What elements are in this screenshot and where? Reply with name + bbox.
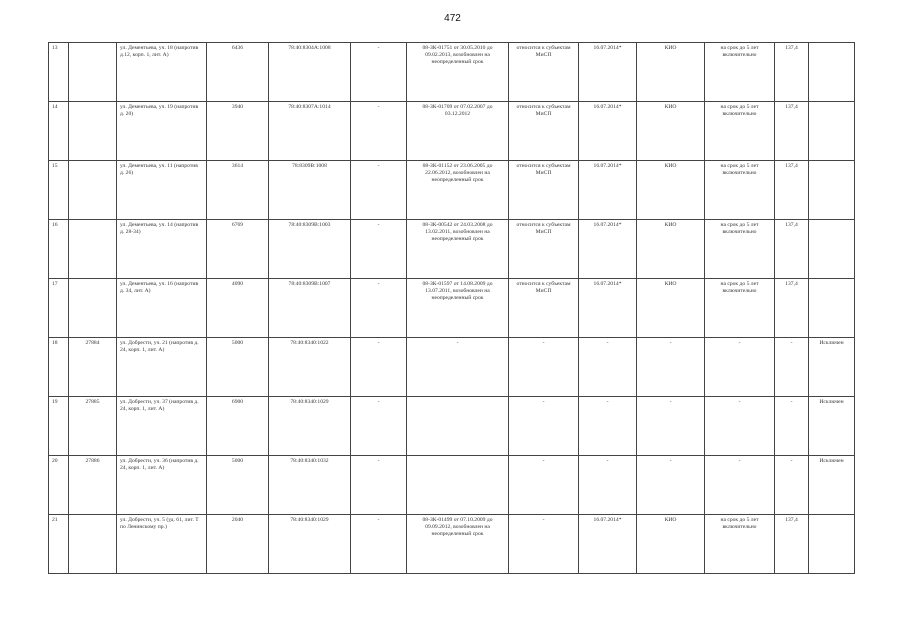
price-cell: 137,4 xyxy=(775,515,809,574)
table-row xyxy=(49,338,855,397)
area-cell: 3940 xyxy=(207,102,269,161)
permit-cell xyxy=(407,456,509,515)
type-cell: - xyxy=(637,338,705,397)
category-cell: - xyxy=(509,515,579,574)
cadastre-cell: 78:40:8340:1029 xyxy=(269,397,351,456)
category-cell: - xyxy=(509,456,579,515)
table-row xyxy=(49,515,855,574)
type-cell: КИО xyxy=(637,102,705,161)
permit-cell: - xyxy=(407,338,509,397)
area-cell: 5000 xyxy=(207,456,269,515)
note-cell xyxy=(809,220,855,279)
cadastre-cell: 78:40:8340:1029 xyxy=(269,515,351,574)
table-row xyxy=(49,279,855,338)
category-cell: - xyxy=(509,397,579,456)
column-5-cell: - xyxy=(351,456,407,515)
column-5-cell: - xyxy=(351,220,407,279)
note-cell xyxy=(809,43,855,102)
term-cell: на срок до 5 лет включительно xyxy=(705,220,775,279)
address-cell: ул. Дементьева, уч. 18 (напротив д.12, корп. 1, лит. А) xyxy=(117,43,207,102)
term-cell: - xyxy=(705,456,775,515)
category-cell: относится к субъектам МиСП xyxy=(509,161,579,220)
date-cell: - xyxy=(579,338,637,397)
date-cell: 16.07.2014* xyxy=(579,102,637,161)
object-code xyxy=(69,102,117,161)
permit-cell: 08-ЗК-01597 от 14.08.2009 до 13.07.2011, возобновлен на неопределенный срок xyxy=(407,279,509,338)
row-number: 14 xyxy=(49,102,69,161)
price-cell: - xyxy=(775,338,809,397)
date-cell: - xyxy=(579,456,637,515)
column-5-cell: - xyxy=(351,515,407,574)
note-cell xyxy=(809,279,855,338)
permit-cell xyxy=(407,397,509,456)
price-cell: 137,4 xyxy=(775,43,809,102)
cadastre-cell: 78:8309B:1008 xyxy=(269,161,351,220)
price-cell: 137,4 xyxy=(775,220,809,279)
object-code: 27886 xyxy=(69,456,117,515)
category-cell: относится к субъектам МиСП xyxy=(509,279,579,338)
column-5-cell: - xyxy=(351,338,407,397)
cadastre-cell: 78:40:8304A:1008 xyxy=(269,43,351,102)
address-cell: ул. Дементьева, уч. 16 (напротив д. 34, лит. А) xyxy=(117,279,207,338)
price-cell: 137,4 xyxy=(775,279,809,338)
address-cell: ул. Добрести, уч. 36 (напротив д. 24, корп. 1, лит. А) xyxy=(117,456,207,515)
date-cell: 16.07.2014* xyxy=(579,515,637,574)
note-cell: Исключен xyxy=(809,397,855,456)
term-cell: на срок до 5 лет включительно xyxy=(705,102,775,161)
table-row xyxy=(49,43,855,102)
area-cell: 4090 xyxy=(207,279,269,338)
note-cell xyxy=(809,161,855,220)
date-cell: 16.07.2014* xyxy=(579,161,637,220)
price-cell: - xyxy=(775,456,809,515)
row-number: 18 xyxy=(49,338,69,397)
date-cell: 16.07.2014* xyxy=(579,43,637,102)
object-code xyxy=(69,161,117,220)
term-cell: - xyxy=(705,338,775,397)
note-cell: Исключен xyxy=(809,338,855,397)
cadastre-cell: 78:40:8307A:1014 xyxy=(269,102,351,161)
note-cell xyxy=(809,515,855,574)
type-cell: КИО xyxy=(637,43,705,102)
table-row xyxy=(49,397,855,456)
type-cell: КИО xyxy=(637,515,705,574)
address-cell: ул. Дементьева, уч. 11 (напротив д. 26) xyxy=(117,161,207,220)
column-5-cell: - xyxy=(351,161,407,220)
table-row xyxy=(49,161,855,220)
object-code xyxy=(69,220,117,279)
address-cell: ул. Дементьева, уч. 19 (напротив д. 20) xyxy=(117,102,207,161)
object-code xyxy=(69,279,117,338)
area-cell: 5000 xyxy=(207,338,269,397)
type-cell: - xyxy=(637,456,705,515)
column-5-cell: - xyxy=(351,43,407,102)
date-cell: 16.07.2014* xyxy=(579,279,637,338)
area-cell: 6436 xyxy=(207,43,269,102)
type-cell: КИО xyxy=(637,161,705,220)
row-number: 20 xyxy=(49,456,69,515)
object-code: 27885 xyxy=(69,397,117,456)
address-cell: ул. Добрести, уч. 5 (уд. 61, лит. Т по Ленинскому пр.) xyxy=(117,515,207,574)
date-cell: - xyxy=(579,397,637,456)
price-cell: 137,4 xyxy=(775,161,809,220)
area-cell: 6769 xyxy=(207,220,269,279)
table-row xyxy=(49,456,855,515)
term-cell: на срок до 5 лет включительно xyxy=(705,279,775,338)
row-number: 16 xyxy=(49,220,69,279)
term-cell: - xyxy=(705,397,775,456)
category-cell: относится к субъектам МиСП xyxy=(509,220,579,279)
price-cell: - xyxy=(775,397,809,456)
object-code: 27884 xyxy=(69,338,117,397)
category-cell: относится к субъектам МиСП xyxy=(509,43,579,102)
term-cell: на срок до 5 лет включительно xyxy=(705,515,775,574)
permit-cell: 08-ЗК-00542 от 24.03.2008 до 13.02.2011, возобновлен на неопределенный срок xyxy=(407,220,509,279)
permit-cell: 08-ЗК-01499 от 07.10.2009 до 09.09.2012, возобновлен на неопределенный срок xyxy=(407,515,509,574)
object-code xyxy=(69,43,117,102)
column-5-cell: - xyxy=(351,279,407,338)
column-5-cell: - xyxy=(351,102,407,161)
row-number: 17 xyxy=(49,279,69,338)
address-cell: ул. Дементьева, уч. 14 (напротив д. 28-34) xyxy=(117,220,207,279)
address-cell: ул. Добрести, уч. 37 (напротив д. 24, корп. 1, лит. А) xyxy=(117,397,207,456)
column-5-cell: - xyxy=(351,397,407,456)
date-cell: 16.07.2014* xyxy=(579,220,637,279)
permit-cell: 08-ЗК-01709 от 07.02.2007 до 03.12.2012 xyxy=(407,102,509,161)
category-cell: - xyxy=(509,338,579,397)
address-cell: ул. Добрести, уч. 21 (напротив д. 24, корп. 1, лит. А) xyxy=(117,338,207,397)
row-number: 21 xyxy=(49,515,69,574)
note-cell: Исключен xyxy=(809,456,855,515)
page-number: 472 xyxy=(444,13,461,24)
term-cell: на срок до 5 лет включительно xyxy=(705,43,775,102)
category-cell: относится к субъектам МиСП xyxy=(509,102,579,161)
row-number: 19 xyxy=(49,397,69,456)
note-cell xyxy=(809,102,855,161)
type-cell: - xyxy=(637,397,705,456)
cadastre-cell: 78:40:8340:1032 xyxy=(269,456,351,515)
area-cell: 3614 xyxy=(207,161,269,220)
object-code xyxy=(69,515,117,574)
cadastre-cell: 78:40:8309B:1003 xyxy=(269,220,351,279)
type-cell: КИО xyxy=(637,279,705,338)
area-cell: 6900 xyxy=(207,397,269,456)
cadastre-cell: 78:40:8340:1022 xyxy=(269,338,351,397)
term-cell: на срок до 5 лет включительно xyxy=(705,161,775,220)
permit-cell: 08-ЗК-01152 от 23.06.2005 до 22.06.2012, возобновлен на неопределенный срок xyxy=(407,161,509,220)
table-row xyxy=(49,102,855,161)
row-number: 15 xyxy=(49,161,69,220)
table-body xyxy=(49,43,855,574)
price-cell: 137,4 xyxy=(775,102,809,161)
permit-cell: 08-ЗК-01751 от 30.05.2010 до 09.02.2013, возобновлен на неопределенный срок xyxy=(407,43,509,102)
type-cell: КИО xyxy=(637,220,705,279)
land-registry-table xyxy=(48,42,855,574)
table-row xyxy=(49,220,855,279)
area-cell: 2040 xyxy=(207,515,269,574)
row-number: 13 xyxy=(49,43,69,102)
cadastre-cell: 78:40:8309B:1007 xyxy=(269,279,351,338)
